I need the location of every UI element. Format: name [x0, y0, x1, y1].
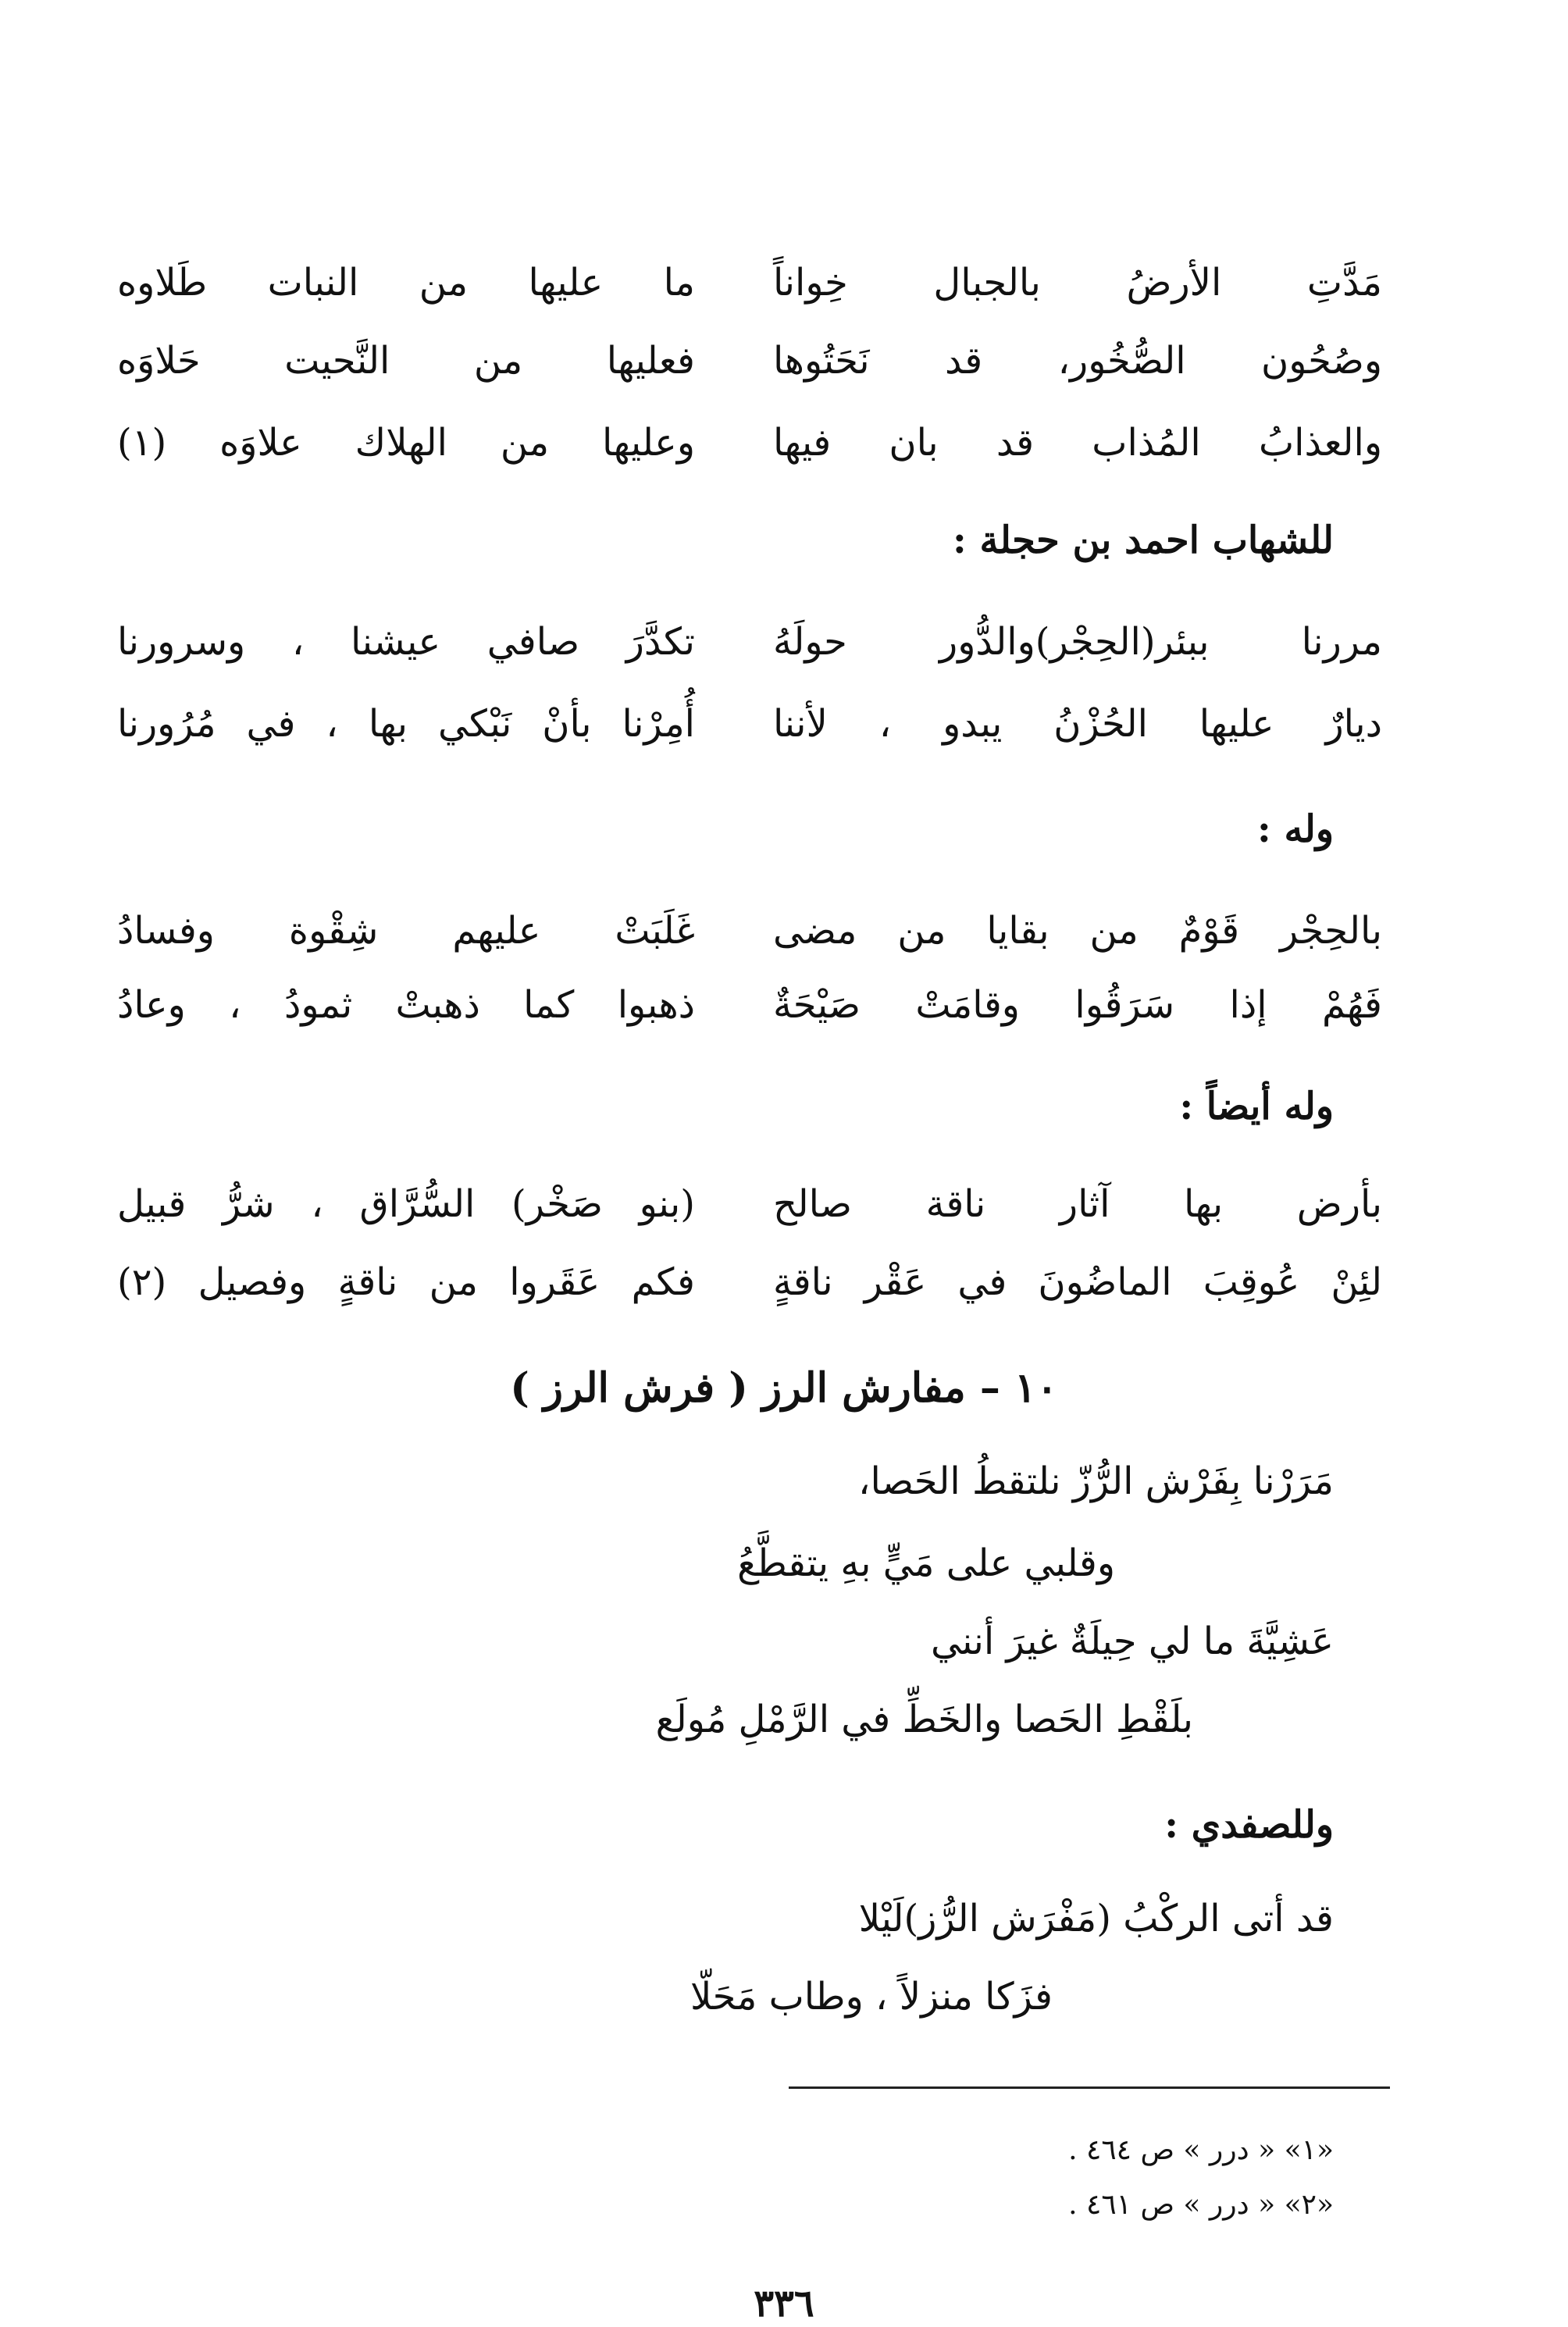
verse-line: [117, 418, 1382, 468]
hemistich-left: غَلَبَتْ عليهم شِقْوة وفسادُ: [117, 909, 695, 953]
poet-attribution: وله أيضاً :: [1179, 1085, 1334, 1128]
hemistich-left: أُمِرْنا بأنْ نَبْكي بها ، في مُرُورنا: [117, 702, 695, 746]
verse-line: [117, 699, 1382, 749]
footnote: «١» « درر » ص ٤٦٤ .: [1068, 2134, 1334, 2166]
hemistich-right: وصُحُون الصُّخُور، قد نَحَتُوها: [773, 339, 1382, 383]
verse-line: [117, 906, 1382, 956]
hemistich-left: فعليها من النَّحيت حَلاوَه: [117, 339, 695, 383]
verse-line: [117, 980, 1382, 1030]
poet-attribution: وللصفدي :: [1164, 1803, 1334, 1847]
hemistich-right: بأرض بها آثار ناقة صالح: [773, 1182, 1382, 1226]
footnote-divider: [789, 2086, 1390, 2089]
hemistich-left: ما عليها من النبات طَلاوه: [117, 261, 695, 305]
hemistich-right: والعذابُ المُذاب قد بان فيها: [773, 421, 1382, 465]
hemistich-right: بالحِجْر قَوْمٌ من بقايا من مضى: [773, 909, 1382, 953]
hemistich-right: فَهُمْ إذا سَرَقُوا وقامَتْ صَيْحَةٌ: [773, 983, 1382, 1027]
verse-line: قد أتى الركْبُ (مَفْرَش الرُّز)لَيْلا: [858, 1897, 1334, 1940]
verse-line: [117, 336, 1382, 386]
verse-line: [117, 1179, 1382, 1229]
verse-line: مَرَرْنا بِفَرْش الرُّزّ نلتقطُ الحَصا،: [858, 1459, 1334, 1503]
poet-attribution: للشهاب احمد بن حجلة :: [953, 518, 1334, 562]
hemistich-right: مَدَّتِ الأرضُ بالجبال خِواناً: [773, 261, 1382, 305]
hemistich-left: فكم عَقَروا من ناقةٍ وفصيل (٢): [117, 1260, 695, 1304]
verse-line: عَشِيَّةَ ما لي حِيلَةٌ غيرَ أنني: [931, 1620, 1334, 1663]
footnote: «٢» « درر » ص ٤٦١ .: [1068, 2189, 1334, 2221]
hemistich-left: (بنو صَخْر) السُّرَّاق ، شرُّ قبيل: [117, 1182, 695, 1226]
hemistich-left: وعليها من الهلاك علاوَه (١): [117, 421, 695, 465]
hemistich-right: مررنا ببئر(الحِجْر)والدُّور حولَهُ: [773, 620, 1382, 664]
poet-attribution: وله :: [1257, 807, 1334, 851]
hemistich-right: ديارٌ عليها الحُزْنُ يبدو ، لأننا: [773, 702, 1382, 746]
page-number: ٣٣٦: [754, 2282, 814, 2325]
verse-line: بلَقْطِ الحَصا والخَطِّ في الرَّمْلِ مُولَع: [655, 1698, 1193, 1741]
verse-line: [117, 617, 1382, 667]
verse-line: [117, 258, 1382, 308]
verse-line: وقلبي على مَيٍّ بهِ يتقطَّعُ: [737, 1541, 1115, 1585]
verse-line: فزَكا منزلاً ، وطاب مَحَلّا: [690, 1975, 1053, 2019]
hemistich-right: لئِنْ عُوقِبَ الماضُونَ في عَقْر ناقةٍ: [773, 1260, 1382, 1304]
hemistich-left: تكدَّرَ صافي عيشنا ، وسرورنا: [117, 620, 695, 664]
hemistich-left: ذهبوا كما ذهبتْ ثمودُ ، وعادُ: [117, 983, 695, 1027]
verse-line: [117, 1257, 1382, 1307]
section-heading: ١٠ – مفارش الرز ( فرش الرز ): [510, 1364, 1058, 1412]
